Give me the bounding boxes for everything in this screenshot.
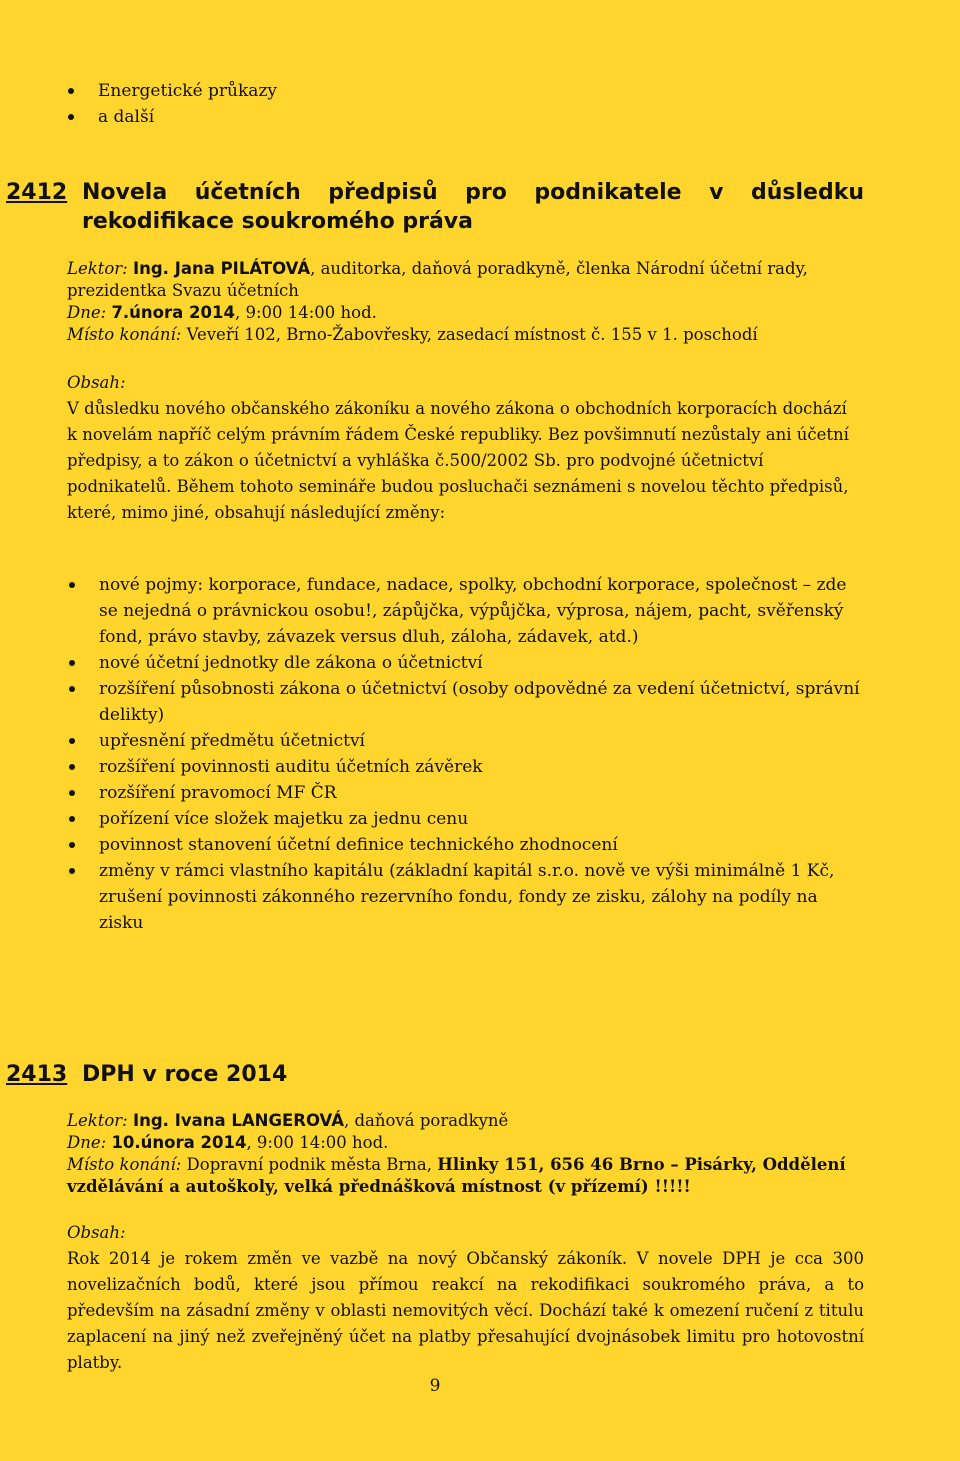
course-title: DPH v roce 2014 — [82, 1062, 288, 1087]
date-line: Dne: 10.února 2014, 9:00 14:00 hod. — [67, 1133, 389, 1152]
list-item: pořízení více složek majetku za jednu cenu — [67, 806, 867, 832]
course-2412-content — [67, 370, 857, 526]
course-2413-heading — [6, 1060, 876, 1089]
lektor-line: Lektor: Ing. Ivana LANGEROVÁ, daňová poradkyně — [67, 1111, 509, 1130]
date-line: Dne: 7.února 2014, 9:00 14:00 hod. — [67, 303, 377, 322]
location-text: Veveří 102, Brno-Žabovřesky, zasedací místnost č. 155 v 1. poschodí — [186, 325, 758, 344]
course-2412-heading — [6, 178, 876, 236]
lektor-name: Ing. Ivana LANGEROVÁ — [132, 1111, 344, 1130]
obsah-label: Obsah: — [67, 1223, 126, 1242]
list-item: nové pojmy: korporace, fundace, nadace, spolky, obchodní korporace, společnost – zde se nejedná o právnickou osobu!, zápůjčka, výpůjčka, výprosa, nájem, pacht, svěřenský fond, právo stavby, závazek versus dluh, záloha, zádavek, atd.) — [67, 572, 867, 650]
changes-list — [67, 572, 867, 936]
list-item: nové účetní jednotky dle zákona o účetnictví — [67, 650, 867, 676]
course-title-line2: rekodifikace soukromého práva — [82, 209, 473, 234]
page-number: 9 — [429, 1376, 441, 1396]
list-item: rozšíření pravomocí MF ČR — [67, 780, 867, 806]
obsah-label: Obsah: — [67, 373, 126, 392]
lektor-line: Lektor: Ing. Jana PILÁTOVÁ, auditorka, daňová poradkyně, členka Národní účetní rady, prezidentka Svazu účetních — [67, 259, 808, 300]
top-bullet-list — [66, 78, 866, 130]
obsah-text: V důsledku nového občanského zákoníku a nového zákona o obchodních korporacích dochází k novelám napříč celým právním řádem České republiky. Bez povšimnutí nezůstaly ani účetní předpisy, a to zákon o účetnictví a vyhláška č.500/2002 Sb. pro podvojné účetnictví podnikatelů. Během tohoto semináře budou posluchači seznámeni s novelou těchto předpisů, které, mimo jiné, obsahují následující změny: — [67, 399, 849, 522]
list-item: a další — [66, 104, 866, 130]
location-text: Hlinky 151, 656 46 Brno – Pisárky, Oddělení vzdělávání a autoškoly, velká přednášková místnost (v přízemí) !!!!! — [67, 1155, 846, 1196]
list-item: rozšíření povinnosti auditu účetních závěrek — [67, 754, 867, 780]
course-number: 2412 — [6, 180, 68, 205]
lektor-name: Ing. Jana PILÁTOVÁ — [132, 259, 311, 278]
list-item: Energetické průkazy — [66, 78, 866, 104]
list-item: upřesnění předmětu účetnictví — [67, 728, 867, 754]
obsah-text: Rok 2014 je rokem změn ve vazbě na nový Občanský zákoník. V novele DPH je cca 300 novelizačních bodů, které jsou přímou reakcí na rekodifikaci soukromého práva, a to především na zásadní změny v oblasti nemovitých věcí. Dochází také k omezení ručení z titulu zaplacení na jiný než zveřejněný účet na platby přesahující dvojnásobek limitu pro hotovostní platby. — [67, 1249, 864, 1372]
list-item: rozšíření působnosti zákona o účetnictví (osoby odpovědné za vedení účetnictví, správní delikty) — [67, 676, 867, 728]
course-date: 10.února 2014 — [111, 1133, 247, 1152]
course-date: 7.února 2014 — [111, 303, 235, 322]
course-2413-meta — [67, 1110, 857, 1198]
course-2413-content — [67, 1220, 864, 1376]
location-line: Místo konání: Dopravní podnik města Brna, Hlinky 151, 656 46 Brno – Pisárky, Oddělení vzdělávání a autoškoly, velká přednášková místnost (v přízemí) !!!!! — [67, 1155, 846, 1196]
list-item: povinnost stanovení účetní definice technického zhodnocení — [67, 832, 867, 858]
location-line: Místo konání: Veveří 102, Brno-Žabovřesky, zasedací místnost č. 155 v 1. poschodí — [67, 325, 758, 344]
list-item: změny v rámci vlastního kapitálu (základní kapitál s.r.o. nově ve výši minimálně 1 Kč, zrušení povinnosti zákonného rezervního fondu, fondy ze zisku, zálohy na podíly na zisku — [67, 858, 867, 936]
course-title-line1: Novela účetních předpisů pro podnikatele v důsledku — [82, 180, 864, 205]
course-2412-meta — [67, 258, 857, 346]
course-number: 2413 — [6, 1062, 68, 1087]
